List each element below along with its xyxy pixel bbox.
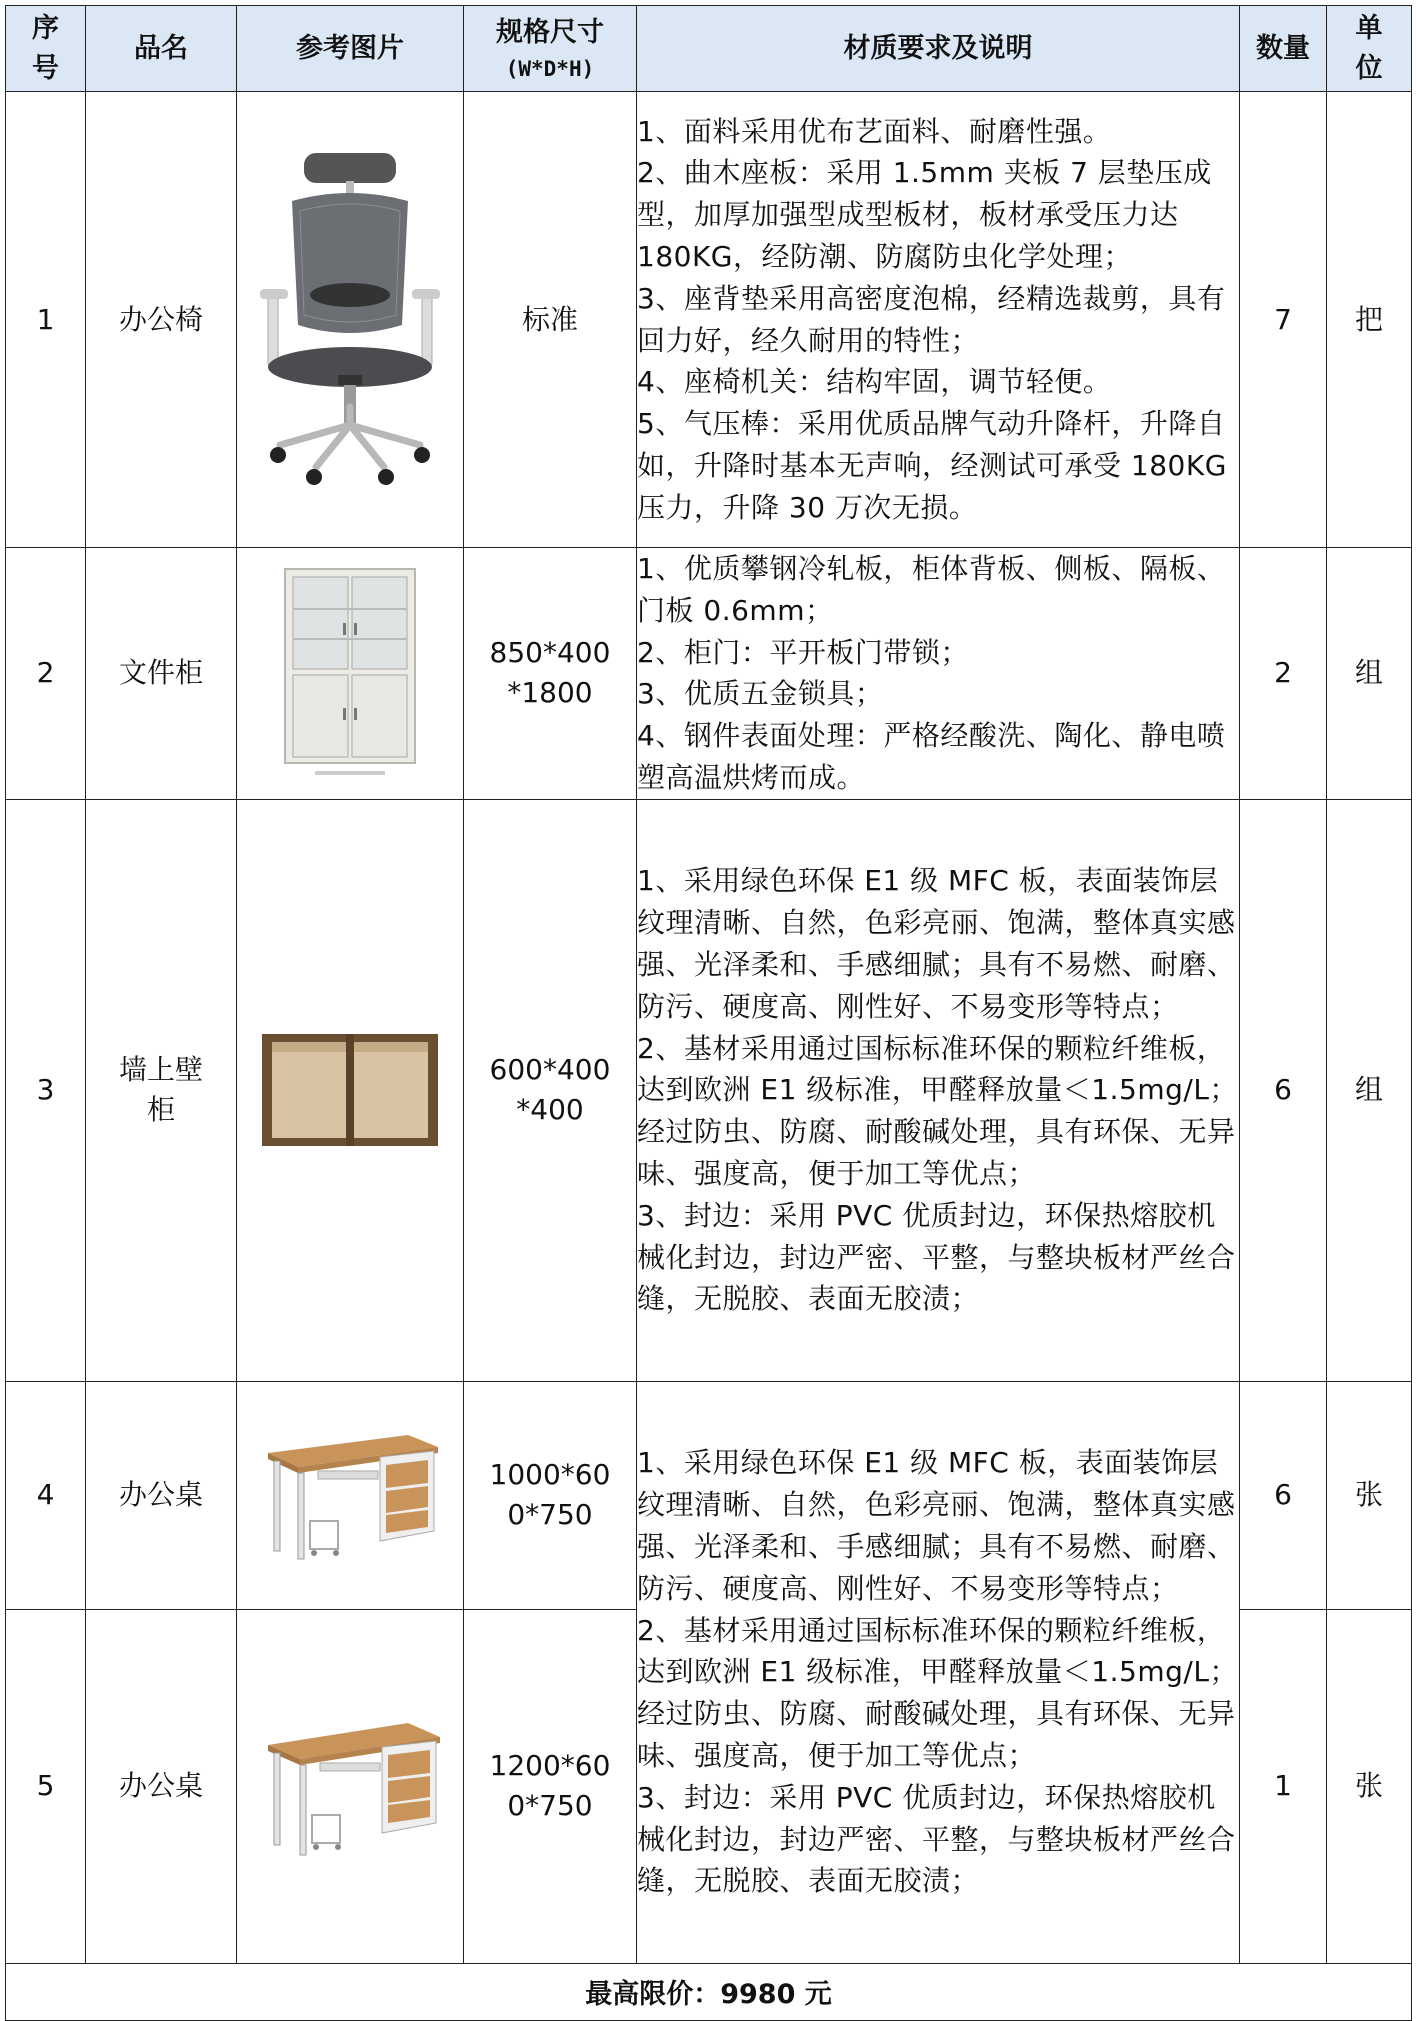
row-size: 标准 <box>464 92 637 548</box>
desc-line: 1、采用绿色环保 E1 级 MFC 板，表面装饰层纹理清晰、自然，色彩亮丽、饱满，整体真实感强、光泽柔和、手感细腻；具有不易燃、耐磨、防污、硬度高、刚性好、不易变形等特点； <box>637 1446 1236 1605</box>
row-size: 1000*600*750 <box>464 1381 637 1609</box>
table-row <box>6 548 1412 800</box>
row-qty: 7 <box>1240 92 1327 548</box>
row-qty: 6 <box>1240 1381 1327 1609</box>
desc-line: 2、基材采用通过国标标准环保的颗粒纤维板，达到欧洲 E1 级标准，甲醛释放量＜1.5mg/L；经过防虫、防腐、耐酸碱处理，具有环保、无异味、强度高，便于加工等优点； <box>637 1613 1238 1772</box>
desc-line: 3、优质五金锁具； <box>637 677 884 711</box>
header-size-label: 规格尺寸 <box>496 16 604 48</box>
row-image <box>237 799 464 1381</box>
wall-cabinet-icon <box>258 1030 442 1150</box>
chair-base <box>280 407 420 467</box>
row-unit: 组 <box>1327 799 1412 1381</box>
desc-line: 5、气压棒：采用优质品牌气动升降杆，升降自如，升降时基本无声响，经测试可承受 180KG 压力，升降 30 万次无损。 <box>637 407 1227 524</box>
row-unit: 张 <box>1327 1381 1412 1609</box>
row-no: 1 <box>6 92 86 548</box>
header-size <box>464 6 637 92</box>
row-no: 5 <box>6 1609 86 1963</box>
header-image: 参考图片 <box>237 6 464 92</box>
furniture-spec-table <box>5 5 1412 2021</box>
desc-line: 3、座背垫采用高密度泡棉，经精选裁剪，具有回力好，经久耐用的特性； <box>637 281 1226 357</box>
row-desc <box>637 548 1240 800</box>
row-name: 办公桌 <box>86 1609 237 1963</box>
header-name: 品名 <box>86 6 237 92</box>
table-row <box>6 799 1412 1381</box>
chair-headrest <box>304 153 396 183</box>
row-size: 850*400*1800 <box>464 548 637 800</box>
row-image <box>237 92 464 548</box>
row-image <box>237 548 464 800</box>
table-row <box>6 1381 1412 1609</box>
header-no: 序号 <box>6 6 86 92</box>
office-chair-icon <box>250 145 450 495</box>
header-size-sub: (W*D*H) <box>505 56 595 81</box>
row-size: 600*400*400 <box>464 799 637 1381</box>
table-header-row <box>6 6 1412 92</box>
desc-line: 4、座椅机关：结构牢固，调节轻便。 <box>637 365 1112 399</box>
row-unit: 张 <box>1327 1609 1412 1963</box>
row-name: 办公椅 <box>86 92 237 548</box>
row-qty: 6 <box>1240 799 1327 1381</box>
file-cabinet-icon <box>265 563 435 783</box>
row-qty: 1 <box>1240 1609 1327 1963</box>
desc-line: 3、封边：采用 PVC 优质封边，环保热熔胶机械化封边，封边严密、平整，与整块板材严丝合缝，无脱胶、表面无胶渍； <box>637 1198 1236 1316</box>
max-price: 最高限价：9980 元 <box>6 1963 1412 2020</box>
row-name: 办公桌 <box>86 1381 237 1609</box>
desc-line: 3、封边：采用 PVC 优质封边，环保热熔胶机械化封边，封边严密、平整，与整块板材严丝合缝，无脱胶、表面无胶渍； <box>637 1780 1236 1898</box>
row-no: 3 <box>6 799 86 1381</box>
desc-line: 2、柜门：平开板门带锁； <box>637 635 969 669</box>
header-desc: 材质要求及说明 <box>637 6 1240 92</box>
chair-backrest <box>292 193 408 333</box>
row-unit: 组 <box>1327 548 1412 800</box>
desc-line: 2、曲木座板：采用 1.5mm 夹板 7 层垫压成型，加厚加强型成型板材，板材承受压力达 180KG，经防潮、防腐防虫化学处理； <box>637 156 1212 273</box>
row-unit: 把 <box>1327 92 1412 548</box>
row-no: 4 <box>6 1381 86 1609</box>
table-row <box>6 92 1412 548</box>
desc-line: 4、钢件表面处理：严格经酸洗、陶化、静电喷塑高温烘烤而成。 <box>637 719 1226 794</box>
row-no: 2 <box>6 548 86 800</box>
desc-line: 2、基材采用通过国标标准环保的颗粒纤维板，达到欧洲 E1 级标准，甲醛释放量＜1.5mg/L；经过防虫、防腐、耐酸碱处理，具有环保、无异味、强度高，便于加工等优点； <box>637 1031 1238 1190</box>
row-desc <box>637 799 1240 1381</box>
desc-line: 1、面料采用优布艺面料、耐磨性强。 <box>637 114 1112 148</box>
row-qty: 2 <box>1240 548 1327 800</box>
desc-line: 1、优质攀钢冷轧板，柜体背板、侧板、隔板、门板 0.6mm； <box>637 552 1226 627</box>
row-desc <box>637 92 1240 548</box>
office-desk-icon <box>258 1711 442 1861</box>
footer-row <box>6 1963 1412 2020</box>
row-image <box>237 1381 464 1609</box>
desc-line: 1、采用绿色环保 E1 级 MFC 板，表面装饰层纹理清晰、自然，色彩亮丽、饱满，整体真实感强、光泽柔和、手感细腻；具有不易燃、耐磨、防污、硬度高、刚性好、不易变形等特点； <box>637 864 1236 1023</box>
header-unit: 单位 <box>1327 6 1412 92</box>
row-name: 文件柜 <box>86 548 237 800</box>
row-name: 墙上壁柜 <box>86 799 237 1381</box>
office-desk-icon <box>258 1425 442 1565</box>
header-qty: 数量 <box>1240 6 1327 92</box>
row-desc-shared <box>637 1381 1240 1963</box>
row-image <box>237 1609 464 1963</box>
row-size: 1200*600*750 <box>464 1609 637 1963</box>
